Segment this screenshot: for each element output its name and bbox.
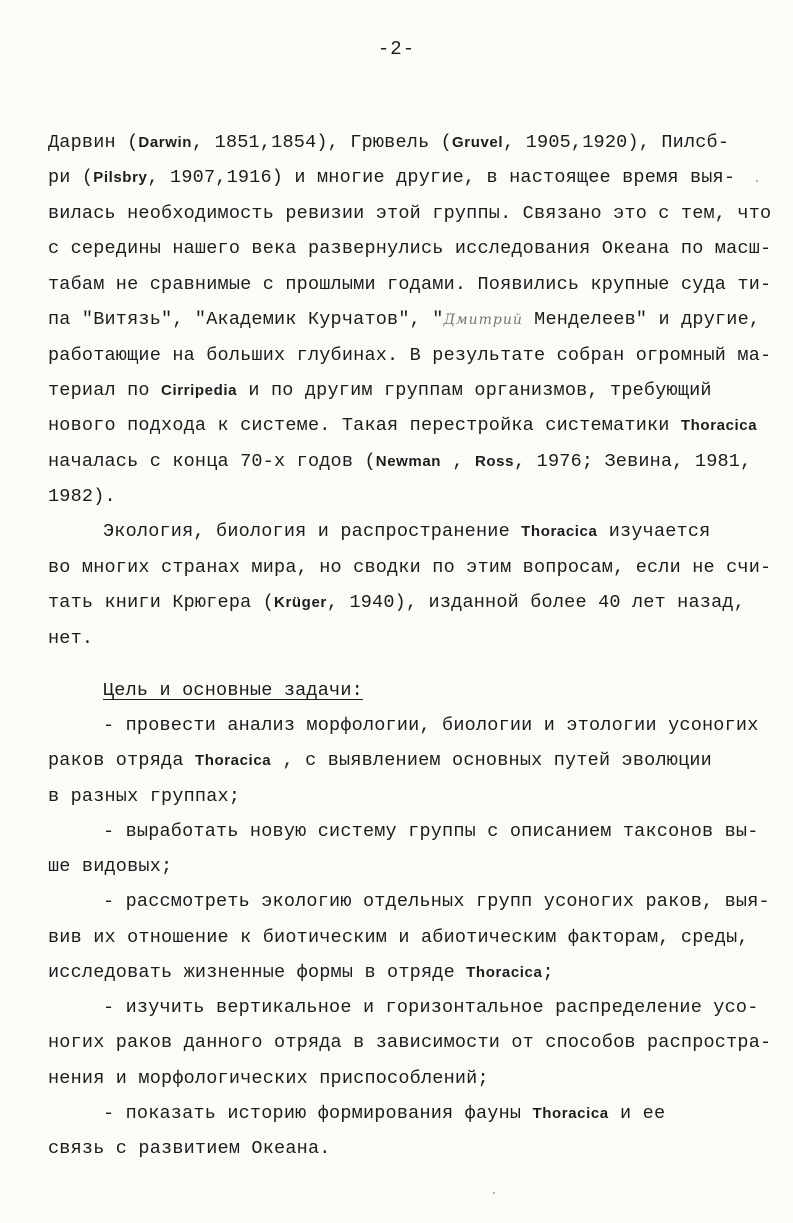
text-line: Экология, биология и распространение Thoracica изучается (103, 521, 711, 542)
text-line: в разных группах; (48, 786, 241, 807)
text-line: ри (Pilsbry, 1907,1916) и многие другие, в настоящее время выя- (48, 167, 736, 188)
text-line: ногих раков данного отряда в зависимости от способов распростра- (48, 1032, 772, 1053)
latin-term: Darwin (138, 134, 193, 151)
latin-term: Thoracica (521, 523, 598, 540)
text-line: тать книги Крюгера (Krüger, 1940), изданной более 40 лет назад, (48, 592, 745, 613)
latin-term: Thoracica (680, 417, 758, 434)
section-heading: Цель и основные задачи: (103, 680, 363, 701)
text-line: раков отряда Thoracica , с выявлением основных путей эволюции (48, 750, 712, 771)
text-line: вилась необходимость ревизии этой группы. Связано это с тем, что (48, 203, 772, 224)
latin-term: Krüger (274, 594, 327, 611)
scan-speck (493, 1192, 495, 1194)
latin-term: Gruvel (452, 134, 504, 151)
text-line: во многих странах мира, но сводки по этим вопросам, если не счи- (48, 557, 772, 578)
latin-term: Cirripedia (161, 382, 238, 399)
latin-term: Ross (474, 453, 515, 470)
latin-term: Newman (375, 453, 442, 470)
text-line: - рассмотреть экологию отдельных групп усоногих раков, выя- (103, 891, 770, 912)
text-line: нет. (48, 628, 94, 649)
text-line: - провести анализ морфологии, биологии и этологии усоногих (103, 715, 759, 736)
text-line: с середины нашего века развернулись исследования Океана по масш- (48, 238, 772, 259)
text-line: Дарвин (Darwin, 1851,1854), Грювель (Gruvel, 1905,1920), Пилсб- (48, 132, 730, 153)
text-line: па "Витязь", "Академик Курчатов", "Дмитрий Менделеев" и другие, (48, 309, 761, 330)
text-line: вив их отношение к биотическим и абиотическим факторам, среды, (48, 927, 749, 948)
latin-term: Thoracica (532, 1105, 609, 1122)
latin-term: Thoracica (466, 964, 543, 981)
text-line: исследовать жизненные формы в отряде Thoracica; (48, 962, 554, 983)
text-line: работающие на больших глубинах. В результате собран огромный ма- (48, 345, 772, 366)
text-line: териал по Cirripedia и по другим группам организмов, требующий (48, 380, 712, 401)
scan-speck (756, 180, 758, 182)
text-line: - изучить вертикальное и горизонтальное распределение усо- (103, 997, 759, 1018)
latin-term: Pilsbry (93, 169, 148, 186)
text-line: табам не сравнимые с прошлыми годами. Появились крупные суда ти- (48, 274, 772, 295)
text-line: - показать историю формирования фауны Thoracica и ее (103, 1103, 666, 1124)
text-line: началась с конца 70-х годов (Newman , Ross, 1976; Зевина, 1981, (48, 451, 752, 472)
page-number: -2- (377, 38, 416, 60)
handwritten-insertion: Дмитрий (443, 312, 523, 328)
text-line: нового подхода к системе. Такая перестройка систематики Thoracica (48, 415, 758, 436)
latin-term: Thoracica (194, 752, 272, 769)
text-line: 1982). (48, 486, 116, 507)
text-line: - выработать новую систему группы с описанием таксонов вы- (103, 821, 759, 842)
text-line: ше видовых; (48, 856, 173, 877)
text-line: связь с развитием Океана. (48, 1138, 331, 1159)
text-line: нения и морфологических приспособлений; (48, 1068, 489, 1089)
